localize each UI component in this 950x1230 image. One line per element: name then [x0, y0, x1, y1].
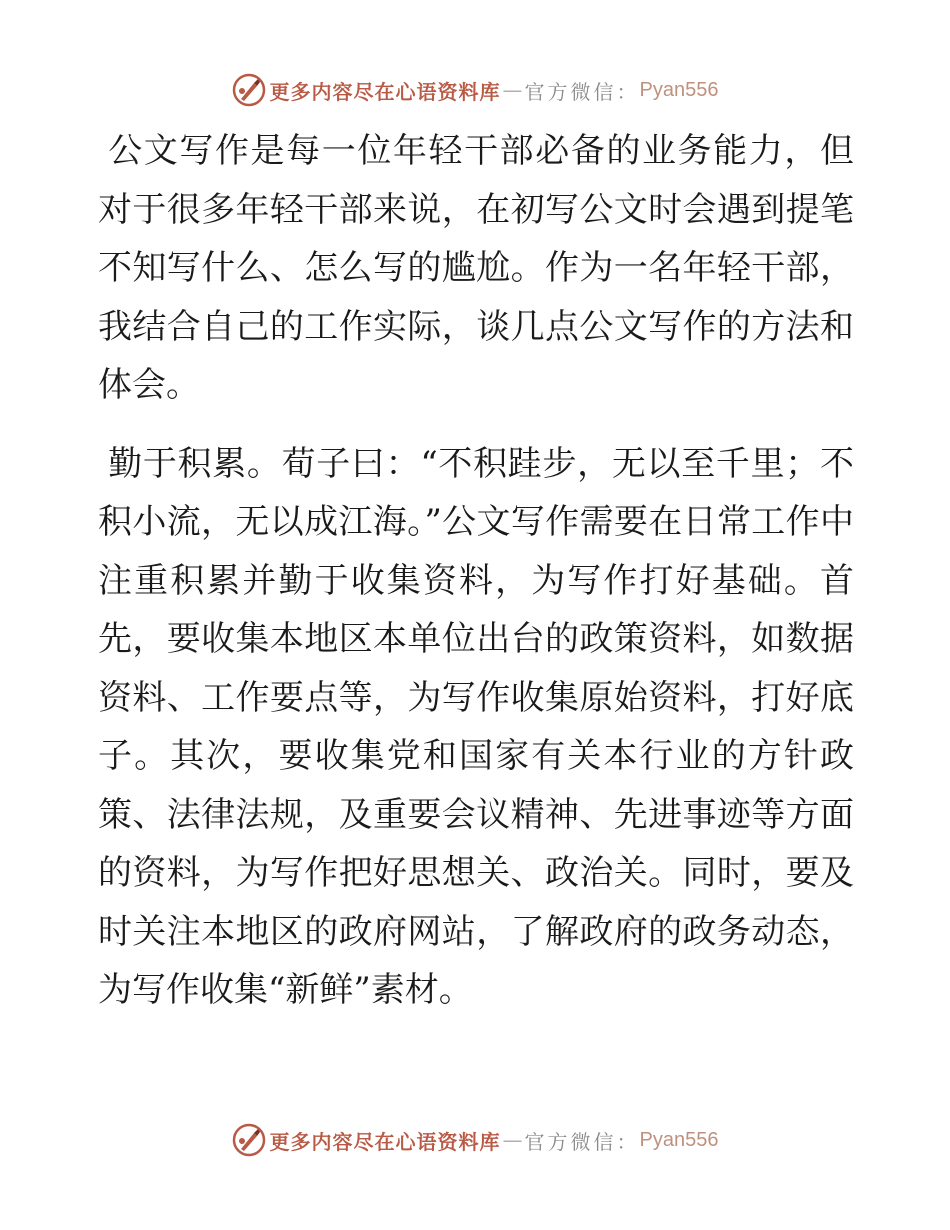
document-body [98, 122, 854, 1020]
paragraph-intro: 公文写作是每一位年轻干部必备的业务能力，但对于很多年轻干部来说，在初写公文时会遇到提笔不知写什么、怎么写的尴尬。作为一名年轻干部，我结合自己的工作实际，谈几点公文写作的方法和体会。 [98, 131, 854, 405]
banner-dash: — [502, 78, 523, 102]
pen-logo-icon [232, 1123, 266, 1157]
banner-wechat-label: 官方微信： [524, 79, 640, 104]
paragraph-accumulate: 勤于积累。荀子曰：“不积跬步，无以至千里；不积小流，无以成江海。”公文写作需要在日常工作中注重积累并勤于收集资料，为写作打好基础。首先，要收集本地区本单位出台的政策资料，如数据资料、工作要点等，为写作收集原始资料，打好底子。其次，要收集党和国家有关本行业的方针政策、法律法规，及重要会议精神、先进事迹等方面的资料，为写作把好思想关、政治关。同时，要及时关注本地区的政府网站，了解政府的政务动态，为写作收集“新鲜”素材。 [98, 443, 854, 1010]
footer-watermark [0, 1120, 950, 1160]
banner-wechat-id: Pyan556 [639, 1128, 719, 1151]
banner-site-name: 更多内容尽在心语资料库 [269, 79, 501, 104]
banner-site-name: 更多内容尽在心语资料库 [269, 1129, 501, 1154]
banner-dash: — [502, 1128, 523, 1152]
pen-logo-icon [232, 73, 266, 107]
banner-wechat-id: Pyan556 [639, 78, 719, 101]
header-watermark [0, 70, 950, 110]
banner-wechat-label: 官方微信： [524, 1129, 640, 1154]
